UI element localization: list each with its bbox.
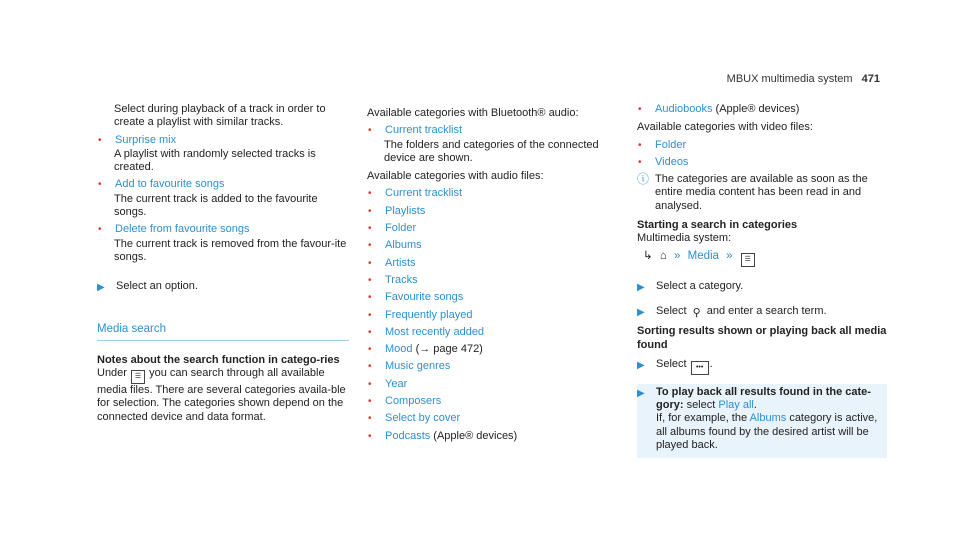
instruction-step xyxy=(97,280,349,294)
list-item xyxy=(97,178,349,191)
list-item xyxy=(367,378,622,391)
list-item xyxy=(367,360,622,373)
item-description: A playlist with randomly selected tracks is created. xyxy=(114,147,316,174)
list-menu-icon[interactable]: ☰ xyxy=(741,253,755,267)
item-suffix: (→ page 472) xyxy=(412,343,483,356)
list-item xyxy=(97,223,349,236)
instruction-step xyxy=(637,280,887,294)
list-item xyxy=(637,156,887,169)
bullet-icon: • xyxy=(638,156,642,168)
item-suffix: (Apple® devices) xyxy=(430,429,518,442)
bullet-icon: • xyxy=(368,326,372,338)
step-text: Select an option. xyxy=(116,280,198,293)
note-text-pre: Under xyxy=(97,367,127,380)
menu-item-current-tracklist[interactable]: Current tracklist xyxy=(385,124,463,137)
list-item xyxy=(367,274,622,287)
list-item xyxy=(367,343,622,356)
note-text xyxy=(97,367,349,424)
bullet-icon: • xyxy=(368,188,372,200)
navigation-path xyxy=(637,250,887,267)
bullet-icon: • xyxy=(638,139,642,151)
step-desc-post: category is active, all albums found by the desired artist will be played back. xyxy=(656,412,878,452)
audio-category-item[interactable]: Playlists xyxy=(385,204,426,217)
step-text: Select a category. xyxy=(656,279,744,292)
page-number: 471 xyxy=(861,73,880,85)
section-heading: Sorting results shown or playing back all media found xyxy=(637,325,887,351)
note-text: The categories are available as soon as the entire media content has been read in and analysed. xyxy=(655,173,868,212)
list-item xyxy=(367,309,622,322)
step-text-select: select xyxy=(686,399,716,412)
play-all-option[interactable]: Play all xyxy=(718,399,754,412)
audio-category-item[interactable]: Artists xyxy=(385,256,416,269)
audio-category-item[interactable]: Mood xyxy=(385,343,413,356)
bullet-icon: • xyxy=(368,292,372,304)
audio-category-item[interactable]: Music genres xyxy=(385,360,451,373)
page-header xyxy=(727,73,880,85)
bullet-icon: • xyxy=(368,309,372,321)
audio-category-item[interactable]: Select by cover xyxy=(385,412,461,425)
menu-item-add-favourite[interactable]: Add to favourite songs xyxy=(115,178,225,191)
step-desc-pre: If, for example, the xyxy=(656,412,748,425)
audio-heading: Available categories with audio files: xyxy=(367,170,544,183)
albums-option[interactable]: Albums xyxy=(749,412,787,425)
system-label: Multimedia system: xyxy=(637,232,732,245)
list-item xyxy=(637,103,887,116)
bullet-icon: • xyxy=(368,274,372,286)
bullet-icon: • xyxy=(368,430,372,442)
audio-category-item[interactable]: Favourite songs xyxy=(385,291,464,304)
play-arrow-icon: ▶ xyxy=(97,282,105,294)
bullet-icon: • xyxy=(368,257,372,269)
item-description: The current track is removed from the favour-ite songs. xyxy=(114,237,347,263)
instruction-step xyxy=(637,358,887,375)
step-text-post: . xyxy=(709,357,713,370)
bullet-icon: • xyxy=(368,344,372,356)
instruction-step xyxy=(637,384,887,458)
more-icon[interactable]: ••• xyxy=(691,361,709,375)
audio-category-item[interactable]: Most recently added xyxy=(385,325,485,338)
bullet-icon: • xyxy=(98,224,102,236)
list-item xyxy=(367,205,622,218)
item-suffix: (Apple® devices) xyxy=(712,103,800,115)
audio-category-item[interactable]: Tracks xyxy=(385,273,418,286)
step-text: To play back all results found in the cate-gory: select Play all. If, for example, the Albums category is active, all albums found by the desired artist will be played back. xyxy=(656,385,878,452)
bullet-icon: • xyxy=(98,179,102,191)
info-note xyxy=(637,173,887,213)
video-heading: Available categories with video files: xyxy=(637,121,813,134)
audio-category-item[interactable]: Albums xyxy=(385,239,422,252)
list-item xyxy=(637,139,887,152)
list-item xyxy=(367,395,622,408)
bullet-icon: • xyxy=(368,240,372,252)
audio-category-list xyxy=(367,187,622,442)
list-item xyxy=(367,430,622,443)
list-item xyxy=(367,239,622,252)
bullet-icon: • xyxy=(368,378,372,390)
search-icon[interactable]: ⚲ xyxy=(692,306,701,319)
home-icon[interactable]: ⌂ xyxy=(659,249,667,262)
step-text-pre: Select xyxy=(656,304,687,317)
play-arrow-icon: ▶ xyxy=(637,359,645,371)
list-menu-icon: ☰ xyxy=(131,370,145,384)
bullet-icon: • xyxy=(638,104,642,115)
section-heading: Starting a search in categories xyxy=(637,219,798,232)
step-text-pre: Select xyxy=(656,357,687,370)
bullet-icon: • xyxy=(368,361,372,373)
menu-item-delete-favourite[interactable]: Delete from favourite songs xyxy=(115,223,250,236)
item-description: The folders and categories of the connected device are shown. xyxy=(384,138,599,164)
audio-category-item[interactable]: Composers xyxy=(385,395,442,408)
bullet-icon: • xyxy=(368,125,372,137)
play-arrow-icon: ▶ xyxy=(637,281,645,293)
bullet-icon: • xyxy=(368,396,372,408)
audio-category-item[interactable]: Current tracklist xyxy=(385,187,463,200)
column-middle xyxy=(367,107,622,443)
step-text-post: and enter a search term. xyxy=(706,304,827,317)
menu-item-folder[interactable]: Folder xyxy=(655,138,687,151)
intro-text: Select during playback of a track in order to create a playlist with similar tracks. xyxy=(114,103,326,129)
return-arrow-icon: ↳ xyxy=(643,249,653,262)
bt-heading: Available categories with Bluetooth® audio: xyxy=(367,107,579,119)
bullet-icon: • xyxy=(368,223,372,235)
chevron-icon: » xyxy=(674,249,681,262)
list-item xyxy=(367,222,622,235)
chevron-icon: » xyxy=(726,249,733,262)
column-left xyxy=(97,103,349,424)
header-title: MBUX multimedia system xyxy=(726,73,853,85)
audio-category-item[interactable]: Folder xyxy=(385,222,417,235)
play-arrow-icon: ▶ xyxy=(637,306,645,318)
list-item xyxy=(367,257,622,270)
list-item xyxy=(367,326,622,339)
path-media[interactable]: Media xyxy=(687,249,719,262)
info-icon: ⓘ xyxy=(637,172,650,187)
step-text xyxy=(656,358,887,375)
step-title: To play back all results found in the cate-gory: xyxy=(656,385,871,412)
bullet-icon: • xyxy=(98,134,102,146)
list-item xyxy=(367,412,622,425)
menu-item-audiobooks[interactable]: Audiobooks xyxy=(655,103,713,115)
audio-category-item[interactable]: Year xyxy=(385,377,408,390)
bullet-icon: • xyxy=(368,413,372,425)
section-title: Media search xyxy=(97,323,349,341)
menu-item-videos[interactable]: Videos xyxy=(655,155,689,168)
step-text xyxy=(656,305,887,319)
column-right xyxy=(637,103,887,458)
audio-category-item[interactable]: Frequently played xyxy=(385,308,473,321)
list-item xyxy=(367,187,622,200)
list-item xyxy=(367,291,622,304)
list-item xyxy=(367,124,622,137)
list-item xyxy=(97,134,349,147)
instruction-step xyxy=(637,305,887,319)
bullet-icon: • xyxy=(368,205,372,217)
note-title: Notes about the search function in catego-ries xyxy=(97,353,340,366)
note-text-post: you can search through all available media files. There are several categories availa-ble for selection. The categories shown depend on the connected device and data format. xyxy=(97,367,346,423)
menu-item-surprise-mix[interactable]: Surprise mix xyxy=(115,133,177,146)
play-arrow-icon: ▶ xyxy=(637,387,645,399)
audio-category-item[interactable]: Podcasts xyxy=(385,429,431,442)
item-description: The current track is added to the favourite songs. xyxy=(114,192,318,219)
